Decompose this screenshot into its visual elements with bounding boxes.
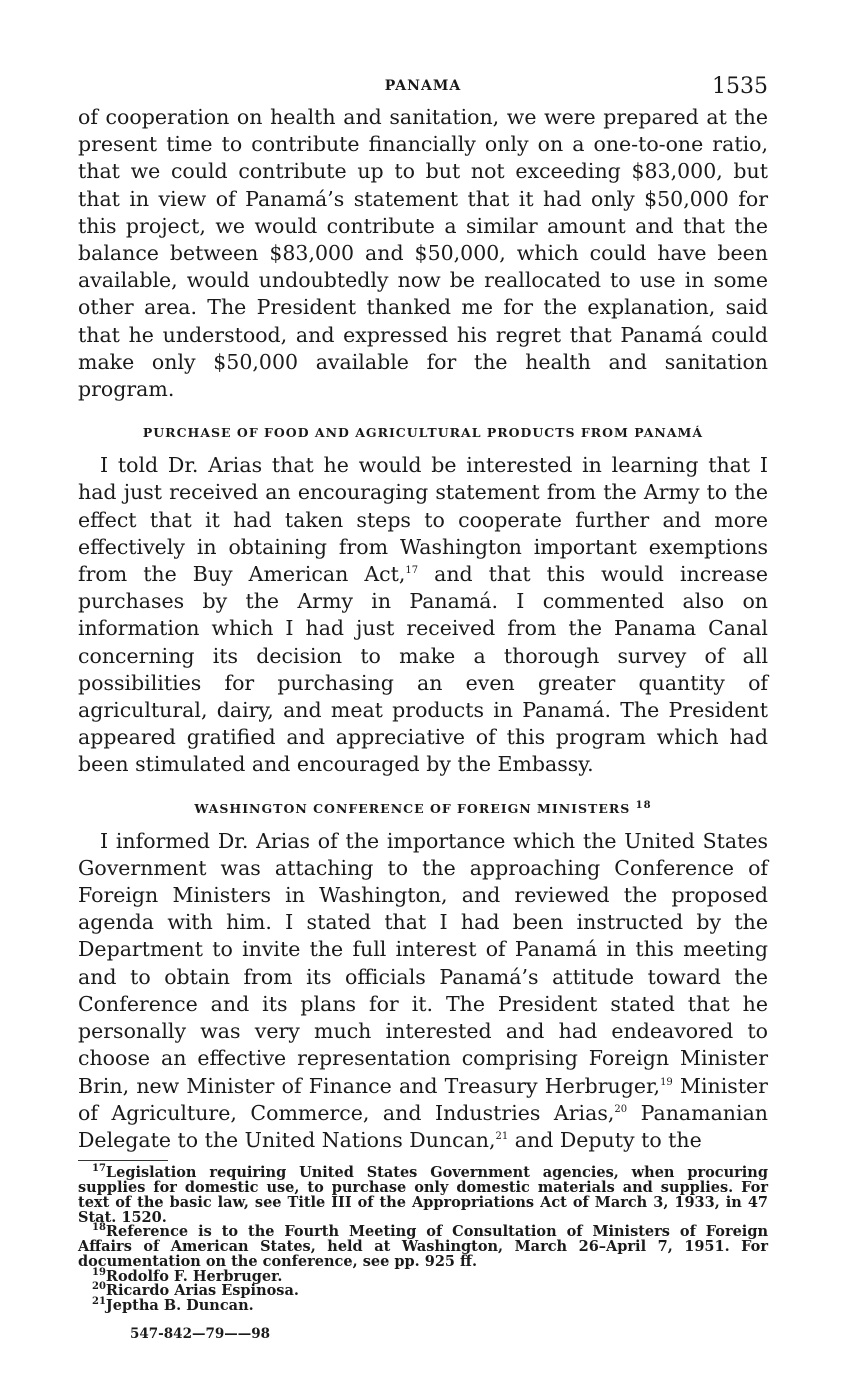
running-head: PANAMA bbox=[384, 78, 462, 94]
footnote-number: 17 bbox=[92, 1163, 106, 1175]
paragraph-text: I informed Dr. Arias of the importance which the United States Government was attaching to the approaching Conference of Foreign Ministers in Washington, and reviewed the proposed agenda with him. I stated that I had been instructed by the Department to invite the full interest of Panamá in this meeting and to obtain from its officials Panamá’s attitude toward the Conference and its plans for it. The President stated that he personally was very much interested and had endeavored to choose an effective representation comprising Foreign Minister Brin, new Minister of Finance and Treasury Herbruger, bbox=[78, 828, 768, 1098]
footnote-21 bbox=[78, 1296, 768, 1315]
footnote-ref-21: 21 bbox=[495, 1131, 509, 1143]
paragraph-purchase bbox=[78, 452, 768, 778]
paragraph-text: and Deputy to the bbox=[508, 1127, 702, 1152]
print-code: 547-842—79——98 bbox=[130, 1326, 271, 1343]
paragraph-text: I told Dr. Arias that he would be interested in learning that I had just received an encouraging statement from the Army to the effect that it had taken steps to cooperate further and more effectively in obtaining from Washington important exemptions from the Buy American Act, bbox=[78, 453, 768, 587]
paragraph-text: Minister of Agriculture, Commerce, and Industries Arias, bbox=[78, 1073, 768, 1125]
footnote-number: 20 bbox=[92, 1281, 106, 1293]
footnote-17 bbox=[78, 1163, 768, 1226]
heading-text: WASHINGTON CONFERENCE OF FOREIGN MINISTERS bbox=[194, 800, 631, 816]
footnote-ref-19: 19 bbox=[660, 1076, 673, 1088]
footnote-text: Rodolfo F. Herbruger. bbox=[105, 1267, 283, 1285]
page-number: 1535 bbox=[712, 74, 768, 99]
section-heading-purchase: PURCHASE OF FOOD AND AGRICULTURAL PRODUCTS FROM PANAMÁ bbox=[142, 425, 704, 441]
section-heading-conference bbox=[78, 801, 768, 816]
footnote-ref-17: 17 bbox=[405, 565, 419, 577]
footnote-number: 21 bbox=[92, 1296, 106, 1308]
footnote-text: Legislation requiring United States Government agencies, when procuring supplies for domestic use, to purchase only domestic materials and supplies. For text of the basic law, see Title III of the Appropriations Act of March 3, 1933, in 47 Stat. 1520. bbox=[78, 1164, 768, 1226]
paragraph-health-sanitation: of cooperation on health and sanitation, we were prepared at the present time to contribute financially only on a one-to-one ratio, that we could contribute up to but not exceeding $83,000, but that in view of Panamá’s statement that it had only $50,000 for this project, we would contribute a similar amount and that the balance between $83,000 and $50,000, which could have been available, would undoubtedly now be reallocated to use in some other area. The President thanked me for the explanation, said that he understood, and expressed his regret that Panamá could make only $50,000 available for the health and sanitation program. bbox=[78, 105, 768, 402]
document-page bbox=[78, 72, 768, 1342]
paragraph-text: Panamanian Delegate to the United Nations Duncan, bbox=[78, 1100, 768, 1152]
paragraph-conference bbox=[78, 828, 768, 1154]
paragraph-text: and that this would increase purchases by the Army in Panamá. I commented also on information which I had just received from the Panama Canal concerning its decision to make a thorough survey of all possibilities for purchasing an even greater quantity of agricultural, dairy, and meat products in Panamá. The President appeared gratified and appreciative of this program which had been stimulated and encouraged by the Embassy. bbox=[78, 562, 768, 777]
page-header bbox=[78, 72, 768, 104]
footnote-text: Ricardo Arias Espinosa. bbox=[105, 1282, 299, 1300]
footnote-18 bbox=[78, 1222, 768, 1270]
footnote-ref-20: 20 bbox=[614, 1103, 628, 1115]
footnote-ref-18: 18 bbox=[635, 799, 652, 811]
footnotes bbox=[78, 1163, 768, 1315]
footnote-text: Reference is to the Fourth Meeting of Consultation of Ministers of Foreign Affairs of American States, held at Washington, March 26–April 7, 1951. For documentation on the conference, see pp. 925 ff. bbox=[78, 1223, 768, 1270]
footnote-number: 19 bbox=[92, 1266, 106, 1278]
footnote-divider bbox=[78, 1160, 168, 1161]
footnote-text: Jeptha B. Duncan. bbox=[105, 1297, 254, 1315]
footnote-number: 18 bbox=[92, 1222, 106, 1234]
